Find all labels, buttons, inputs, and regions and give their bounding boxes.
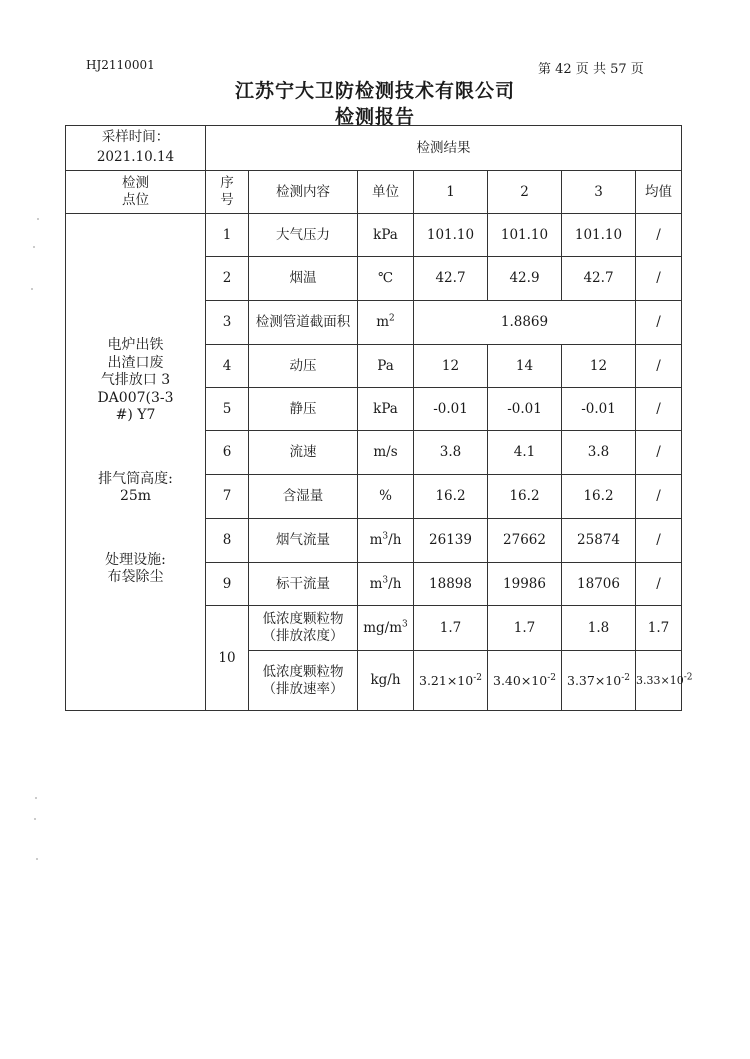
facility-value: 布袋除尘 xyxy=(107,569,164,586)
scan-speck xyxy=(37,218,39,220)
avg-cell: / xyxy=(636,519,682,563)
avg-cell: / xyxy=(636,345,682,388)
unit-cell xyxy=(358,519,414,563)
item-cell: 动压 xyxy=(249,345,358,388)
value-cell: 27662 xyxy=(488,519,562,563)
col-3: 3 xyxy=(562,171,636,214)
unit-base: m xyxy=(376,314,390,331)
sample-date: 2021.10.14 xyxy=(96,149,175,165)
result-header: 检测结果 xyxy=(206,126,682,171)
col-point: 检测 点位 xyxy=(66,171,206,214)
value-cell: 18898 xyxy=(414,563,488,606)
scan-speck xyxy=(33,246,35,248)
stack-height-label: 排气筒高度: xyxy=(98,470,173,487)
seq-cell: 9 xyxy=(206,563,249,606)
scan-speck xyxy=(36,858,38,860)
avg-cell: / xyxy=(636,563,682,606)
avg-cell: / xyxy=(636,475,682,519)
value-cell: 42.7 xyxy=(562,257,636,301)
avg-cell: / xyxy=(636,301,682,345)
seq-cell: 3 xyxy=(206,301,249,345)
sample-time-label: 采样时间： xyxy=(101,129,170,146)
item-cell: 含湿量 xyxy=(249,475,358,519)
value-cell: 26139 xyxy=(414,519,488,563)
value-cell: 101.10 xyxy=(488,214,562,257)
location-line: DA007(3-3 xyxy=(97,389,174,406)
location-cell xyxy=(66,214,206,711)
value-cell: 19986 xyxy=(488,563,562,606)
value-cell: 14 xyxy=(488,345,562,388)
location-line: 出渣口废 xyxy=(107,354,164,371)
results-table xyxy=(65,125,693,711)
company-name: 江苏宁大卫防检测技术有限公司 xyxy=(234,80,515,102)
seq-cell: 8 xyxy=(206,519,249,563)
seq-cell: 7 xyxy=(206,475,249,519)
value-cell: 1.7 xyxy=(414,606,488,651)
sample-time-cell xyxy=(66,126,206,171)
unit-base: m xyxy=(369,575,383,592)
seq-cell: 10 xyxy=(206,606,249,711)
unit-cell xyxy=(358,301,414,345)
scan-speck xyxy=(34,818,36,820)
col-item: 检测内容 xyxy=(249,171,358,214)
table-header-row xyxy=(66,126,682,171)
value-exponent: -2 xyxy=(473,672,482,683)
col-2: 2 xyxy=(488,171,562,214)
facility-label: 处理设施: xyxy=(105,551,166,568)
table-row xyxy=(66,214,682,257)
unit-tail: /h xyxy=(388,532,402,549)
report-title: 检测报告 xyxy=(334,106,415,128)
location-line: 气排放口 3 xyxy=(100,372,171,389)
item-cell: 烟温 xyxy=(249,257,358,301)
avg-cell: / xyxy=(636,431,682,475)
avg-cell xyxy=(636,651,693,711)
col-seq: 序 号 xyxy=(206,171,249,214)
item-cell: 低浓度颗粒物（排放速率） xyxy=(249,651,358,711)
value-cell: 12 xyxy=(414,345,488,388)
unit-cell: kPa xyxy=(358,388,414,431)
value-cell: 16.2 xyxy=(414,475,488,519)
unit-cell: % xyxy=(358,475,414,519)
value-cell: 18706 xyxy=(562,563,636,606)
unit-exponent: 3 xyxy=(382,531,389,542)
value-cell: 4.1 xyxy=(488,431,562,475)
value-cell: 42.7 xyxy=(414,257,488,301)
value-cell: 1.7 xyxy=(488,606,562,651)
item-cell: 检测管道截面积 xyxy=(249,301,358,345)
value-cell: 25874 xyxy=(562,519,636,563)
value-cell: 42.9 xyxy=(488,257,562,301)
unit-tail: /h xyxy=(388,575,402,592)
avg-cell: / xyxy=(636,257,682,301)
unit-cell xyxy=(358,606,414,651)
location-line: #) Y7 xyxy=(115,407,156,424)
avg-cell: / xyxy=(636,214,682,257)
seq-cell: 2 xyxy=(206,257,249,301)
unit-exponent: 3 xyxy=(382,575,389,586)
item-cell: 流速 xyxy=(249,431,358,475)
value-cell xyxy=(562,651,636,711)
item-cell: 烟气流量 xyxy=(249,519,358,563)
report-number: HJ2110001 xyxy=(86,58,155,72)
value-cell: -0.01 xyxy=(488,388,562,431)
merged-value-cell: 1.8869 xyxy=(414,301,636,345)
stack-height-value: 25m xyxy=(119,488,152,505)
location-line: 电炉出铁 xyxy=(107,337,164,354)
unit-base: mg/m xyxy=(363,619,403,636)
col-unit: 单位 xyxy=(358,171,414,214)
value-cell: 3.8 xyxy=(414,431,488,475)
unit-exponent: 2 xyxy=(389,313,395,324)
item-cell: 静压 xyxy=(249,388,358,431)
avg-cell: 1.7 xyxy=(636,606,682,651)
unit-cell: kPa xyxy=(358,214,414,257)
col-avg: 均值 xyxy=(636,171,682,214)
value-cell: 101.10 xyxy=(414,214,488,257)
value-exponent: -2 xyxy=(683,671,693,682)
value-cell: -0.01 xyxy=(414,388,488,431)
item-cell: 标干流量 xyxy=(249,563,358,606)
seq-cell: 5 xyxy=(206,388,249,431)
value-cell: -0.01 xyxy=(562,388,636,431)
scan-speck xyxy=(31,288,33,290)
value-exponent: -2 xyxy=(621,672,630,683)
unit-cell: kg/h xyxy=(358,651,414,711)
scan-speck xyxy=(35,797,37,799)
value-cell xyxy=(488,651,562,711)
value-base: 3.37×10 xyxy=(567,672,622,688)
value-cell: 12 xyxy=(562,345,636,388)
value-base: 3.33×10 xyxy=(636,673,684,687)
value-base: 3.21×10 xyxy=(419,672,474,688)
value-cell: 16.2 xyxy=(562,475,636,519)
unit-cell: Pa xyxy=(358,345,414,388)
unit-cell: ℃ xyxy=(358,257,414,301)
value-cell: 3.8 xyxy=(562,431,636,475)
value-exponent: -2 xyxy=(547,672,556,683)
item-cell: 大气压力 xyxy=(249,214,358,257)
value-cell: 16.2 xyxy=(488,475,562,519)
col-1: 1 xyxy=(414,171,488,214)
unit-cell: m/s xyxy=(358,431,414,475)
seq-cell: 6 xyxy=(206,431,249,475)
seq-cell: 1 xyxy=(206,214,249,257)
unit-cell xyxy=(358,563,414,606)
column-header-row xyxy=(66,171,682,214)
avg-cell: / xyxy=(636,388,682,431)
value-cell xyxy=(414,651,488,711)
unit-base: m xyxy=(369,532,383,549)
item-cell: 低浓度颗粒物（排放浓度） xyxy=(249,606,358,651)
value-cell: 101.10 xyxy=(562,214,636,257)
value-base: 3.40×10 xyxy=(493,672,548,688)
value-cell: 1.8 xyxy=(562,606,636,651)
seq-cell: 4 xyxy=(206,345,249,388)
unit-exponent: 3 xyxy=(402,619,408,630)
page-number: 第 42 页 共 57 页 xyxy=(538,62,644,77)
